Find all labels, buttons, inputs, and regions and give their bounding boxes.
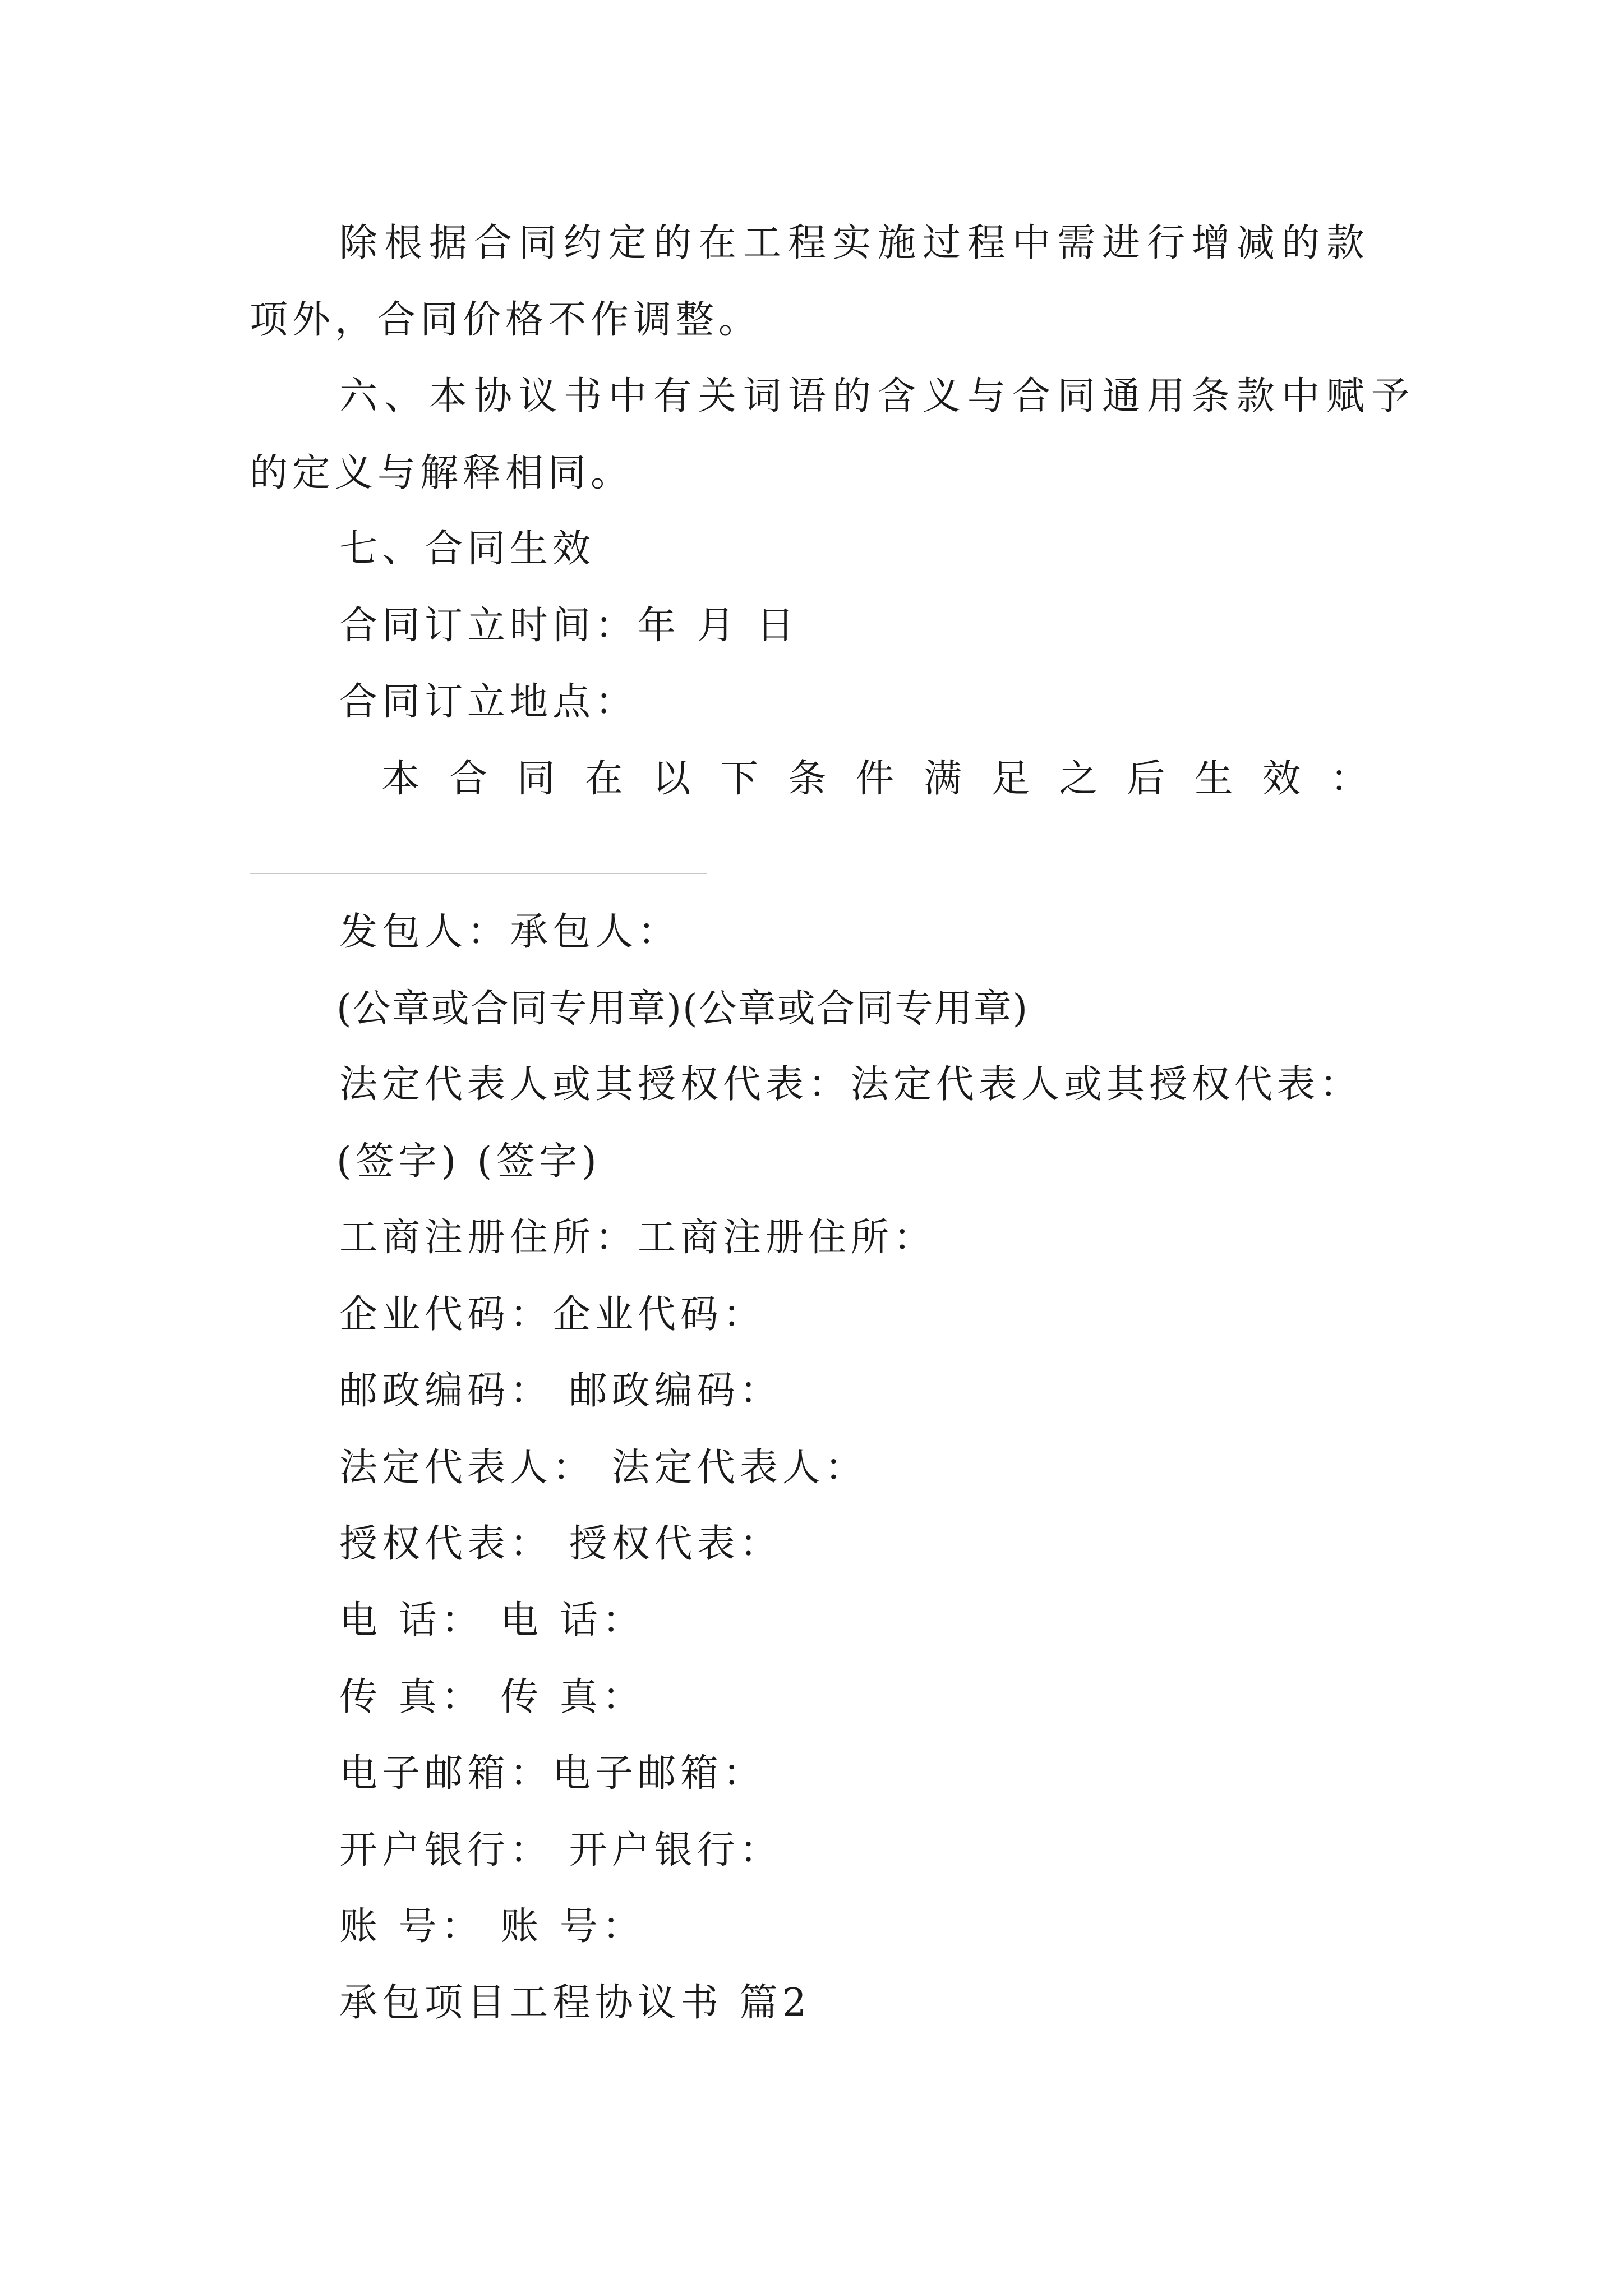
paragraph-line: 除根据合同约定的在工程实施过程中需进行增减的款: [339, 221, 1372, 265]
representatives-line: 法定代表人或其授权代表：法定代表人或其授权代表：: [339, 1062, 1363, 1107]
paragraph-line: 六、本协议书中有关词语的含义与合同通用条款中赋予: [339, 374, 1417, 418]
fill-in-blank-rule: [250, 873, 707, 874]
postal-code-line: 邮政编码： 邮政编码：: [339, 1369, 782, 1413]
parties-line: 发包人：承包人：: [339, 910, 681, 954]
sign-time-line: 合同订立时间：年 月 日: [339, 604, 799, 648]
paragraph-line: 的定义与解释相同。: [250, 451, 634, 495]
authorized-rep-line: 授权代表： 授权代表：: [339, 1522, 782, 1566]
phone-line: 电 话： 电 话：: [339, 1598, 645, 1642]
seals-line: (公章或合同专用章)(公章或合同专用章): [336, 987, 1029, 1031]
email-line: 电子邮箱：电子邮箱：: [339, 1751, 766, 1796]
section-heading: 七、合同生效: [339, 527, 596, 571]
sign-marks-line: (签字) (签字): [336, 1139, 601, 1184]
fax-line: 传 真： 传 真：: [339, 1675, 645, 1719]
next-document-title: 承包项目工程协议书 篇2: [339, 1981, 811, 2025]
sign-place-line: 合同订立地点：: [339, 680, 638, 724]
legal-rep-line: 法定代表人： 法定代表人：: [339, 1446, 868, 1490]
account-line: 账 号： 账 号：: [339, 1904, 645, 1949]
registered-address-line: 工商注册住所：工商注册住所：: [339, 1216, 937, 1260]
effective-condition-line: 本合同在以下条件满足之后生效：: [381, 757, 1368, 801]
bank-line: 开户银行： 开户银行：: [339, 1828, 782, 1872]
paragraph-line: 项外，合同价格不作调整。: [250, 298, 762, 342]
enterprise-code-line: 企业代码：企业代码：: [339, 1292, 766, 1337]
